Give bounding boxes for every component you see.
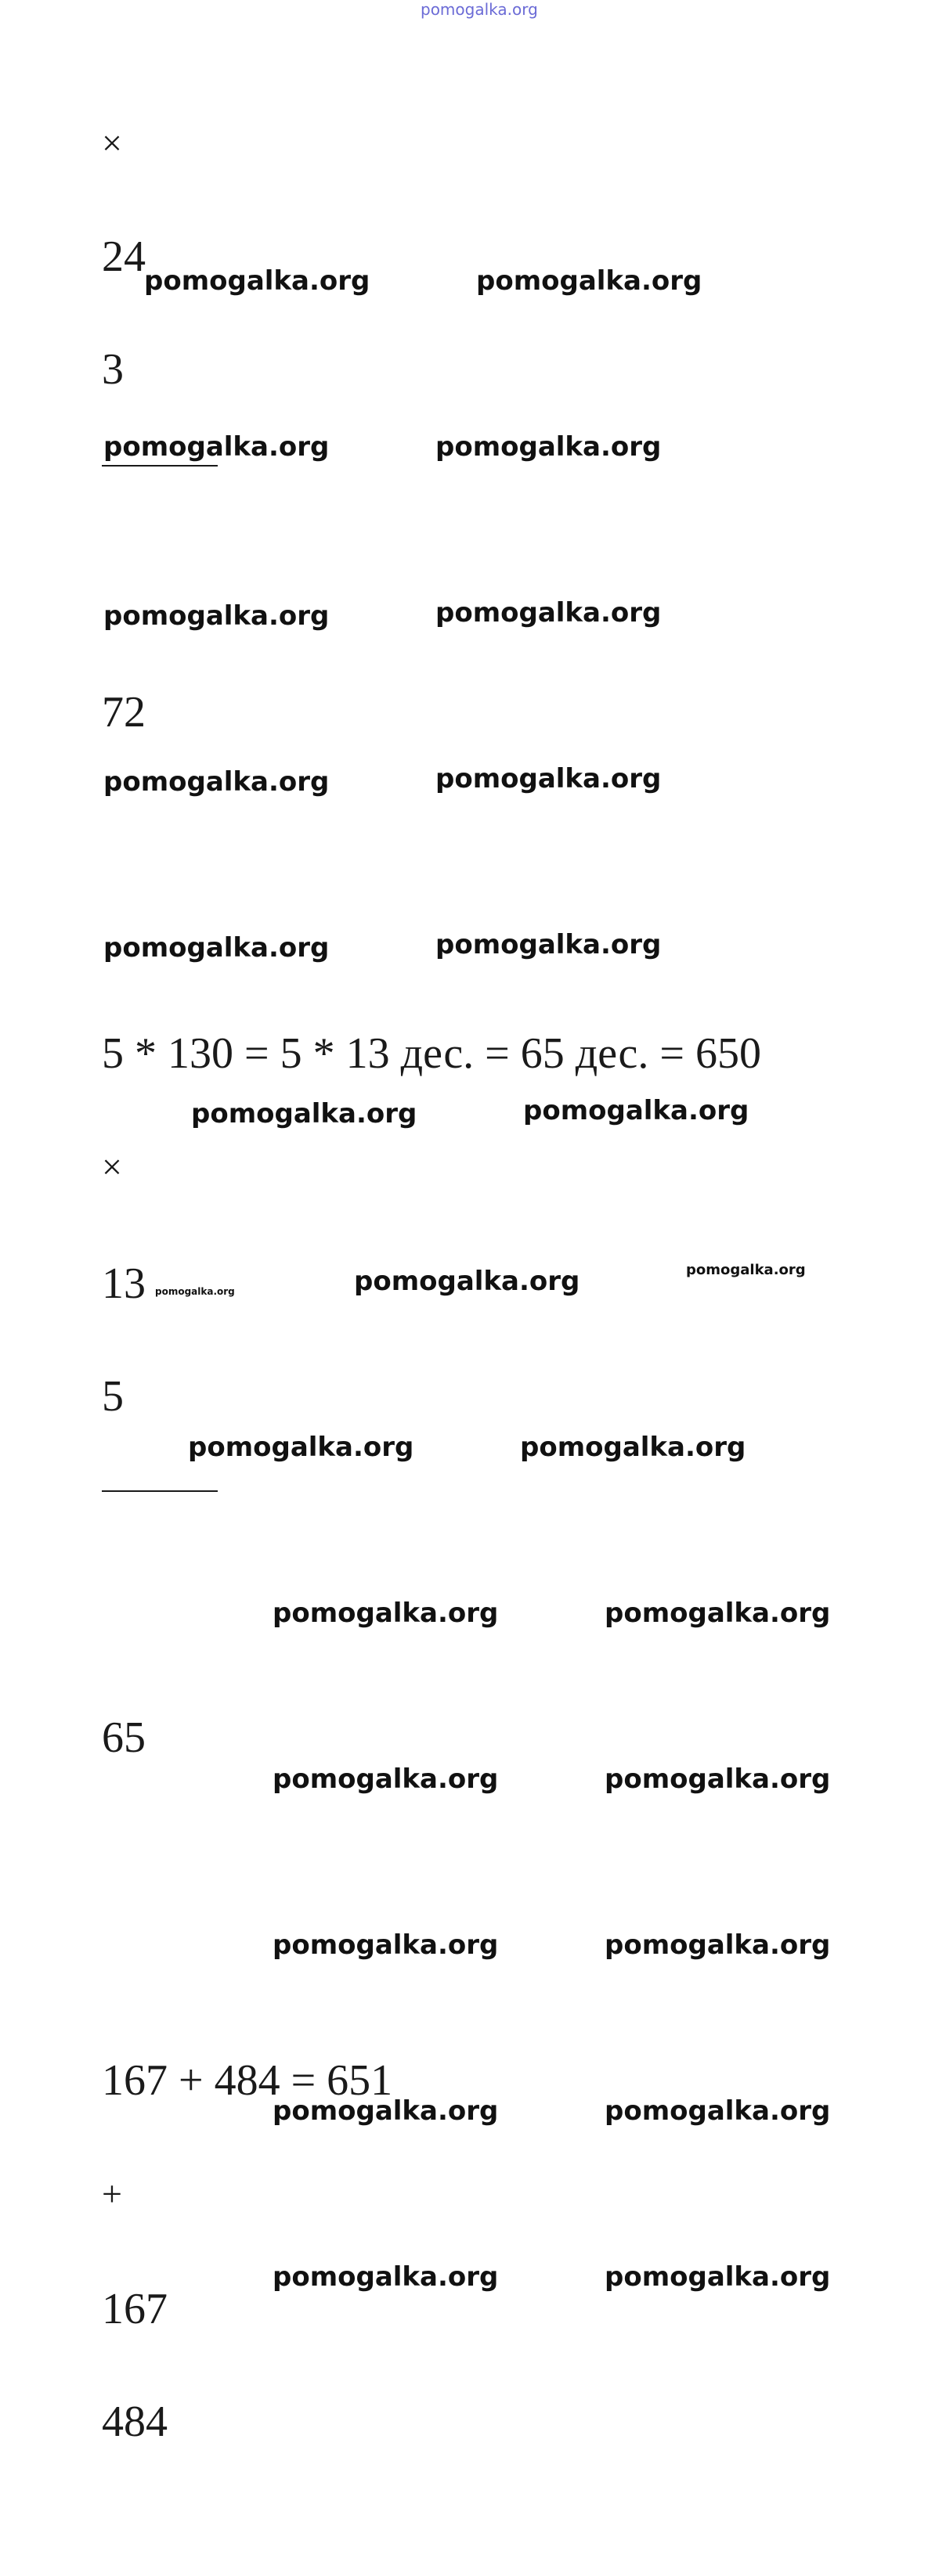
- multiply-sign: ×: [102, 123, 122, 163]
- watermark: pomogalka.org: [191, 1098, 417, 1129]
- watermark: pomogalka.org: [520, 1432, 746, 1463]
- underline-rule: [102, 465, 218, 467]
- watermark: pomogalka.org: [605, 1764, 831, 1795]
- watermark: pomogalka.org: [273, 1598, 499, 1629]
- underline-rule: [102, 1490, 218, 1492]
- watermark: pomogalka.org: [155, 1286, 235, 1297]
- watermark: pomogalka.org: [103, 766, 330, 798]
- watermark: pomogalka.org: [144, 265, 370, 297]
- watermark: pomogalka.org: [605, 1929, 831, 1961]
- equation: 167 + 484 = 651: [102, 2056, 393, 2105]
- watermark: pomogalka.org: [354, 1266, 580, 1297]
- multiply-sign: ×: [102, 1147, 122, 1187]
- watermark: pomogalka.org: [476, 265, 702, 297]
- watermark: pomogalka.org: [523, 1095, 749, 1126]
- watermark: pomogalka.org: [273, 2261, 499, 2293]
- watermark: pomogalka.org: [188, 1432, 414, 1463]
- product: 65: [102, 1713, 146, 1762]
- watermark: pomogalka.org: [605, 1598, 831, 1629]
- plus-sign: +: [102, 2174, 122, 2214]
- addend: 167: [102, 2285, 168, 2333]
- watermark: pomogalka.org: [435, 431, 662, 463]
- multiplier: 5: [102, 1372, 124, 1421]
- multiplicand: 24: [102, 232, 146, 281]
- watermark: pomogalka.org: [435, 763, 662, 794]
- product: 72: [102, 688, 146, 737]
- addend: 484: [102, 2398, 168, 2446]
- watermark: pomogalka.org: [273, 2095, 499, 2127]
- watermark: pomogalka.org: [273, 1929, 499, 1961]
- watermark: pomogalka.org: [605, 2095, 831, 2127]
- multiplier: 3: [102, 345, 124, 394]
- watermark: pomogalka.org: [273, 1764, 499, 1795]
- watermark: pomogalka.org: [103, 932, 330, 964]
- watermark: pomogalka.org: [435, 597, 662, 629]
- equation: 5 * 130 = 5 * 13 дес. = 65 дес. = 650: [102, 1029, 761, 1078]
- watermark: pomogalka.org: [103, 600, 330, 632]
- watermark: pomogalka.org: [103, 431, 330, 463]
- watermark: pomogalka.org: [605, 2261, 831, 2293]
- header-watermark: pomogalka.org: [421, 0, 538, 19]
- watermark: pomogalka.org: [435, 929, 662, 960]
- multiplicand: 13: [102, 1259, 146, 1308]
- watermark: pomogalka.org: [686, 1262, 806, 1278]
